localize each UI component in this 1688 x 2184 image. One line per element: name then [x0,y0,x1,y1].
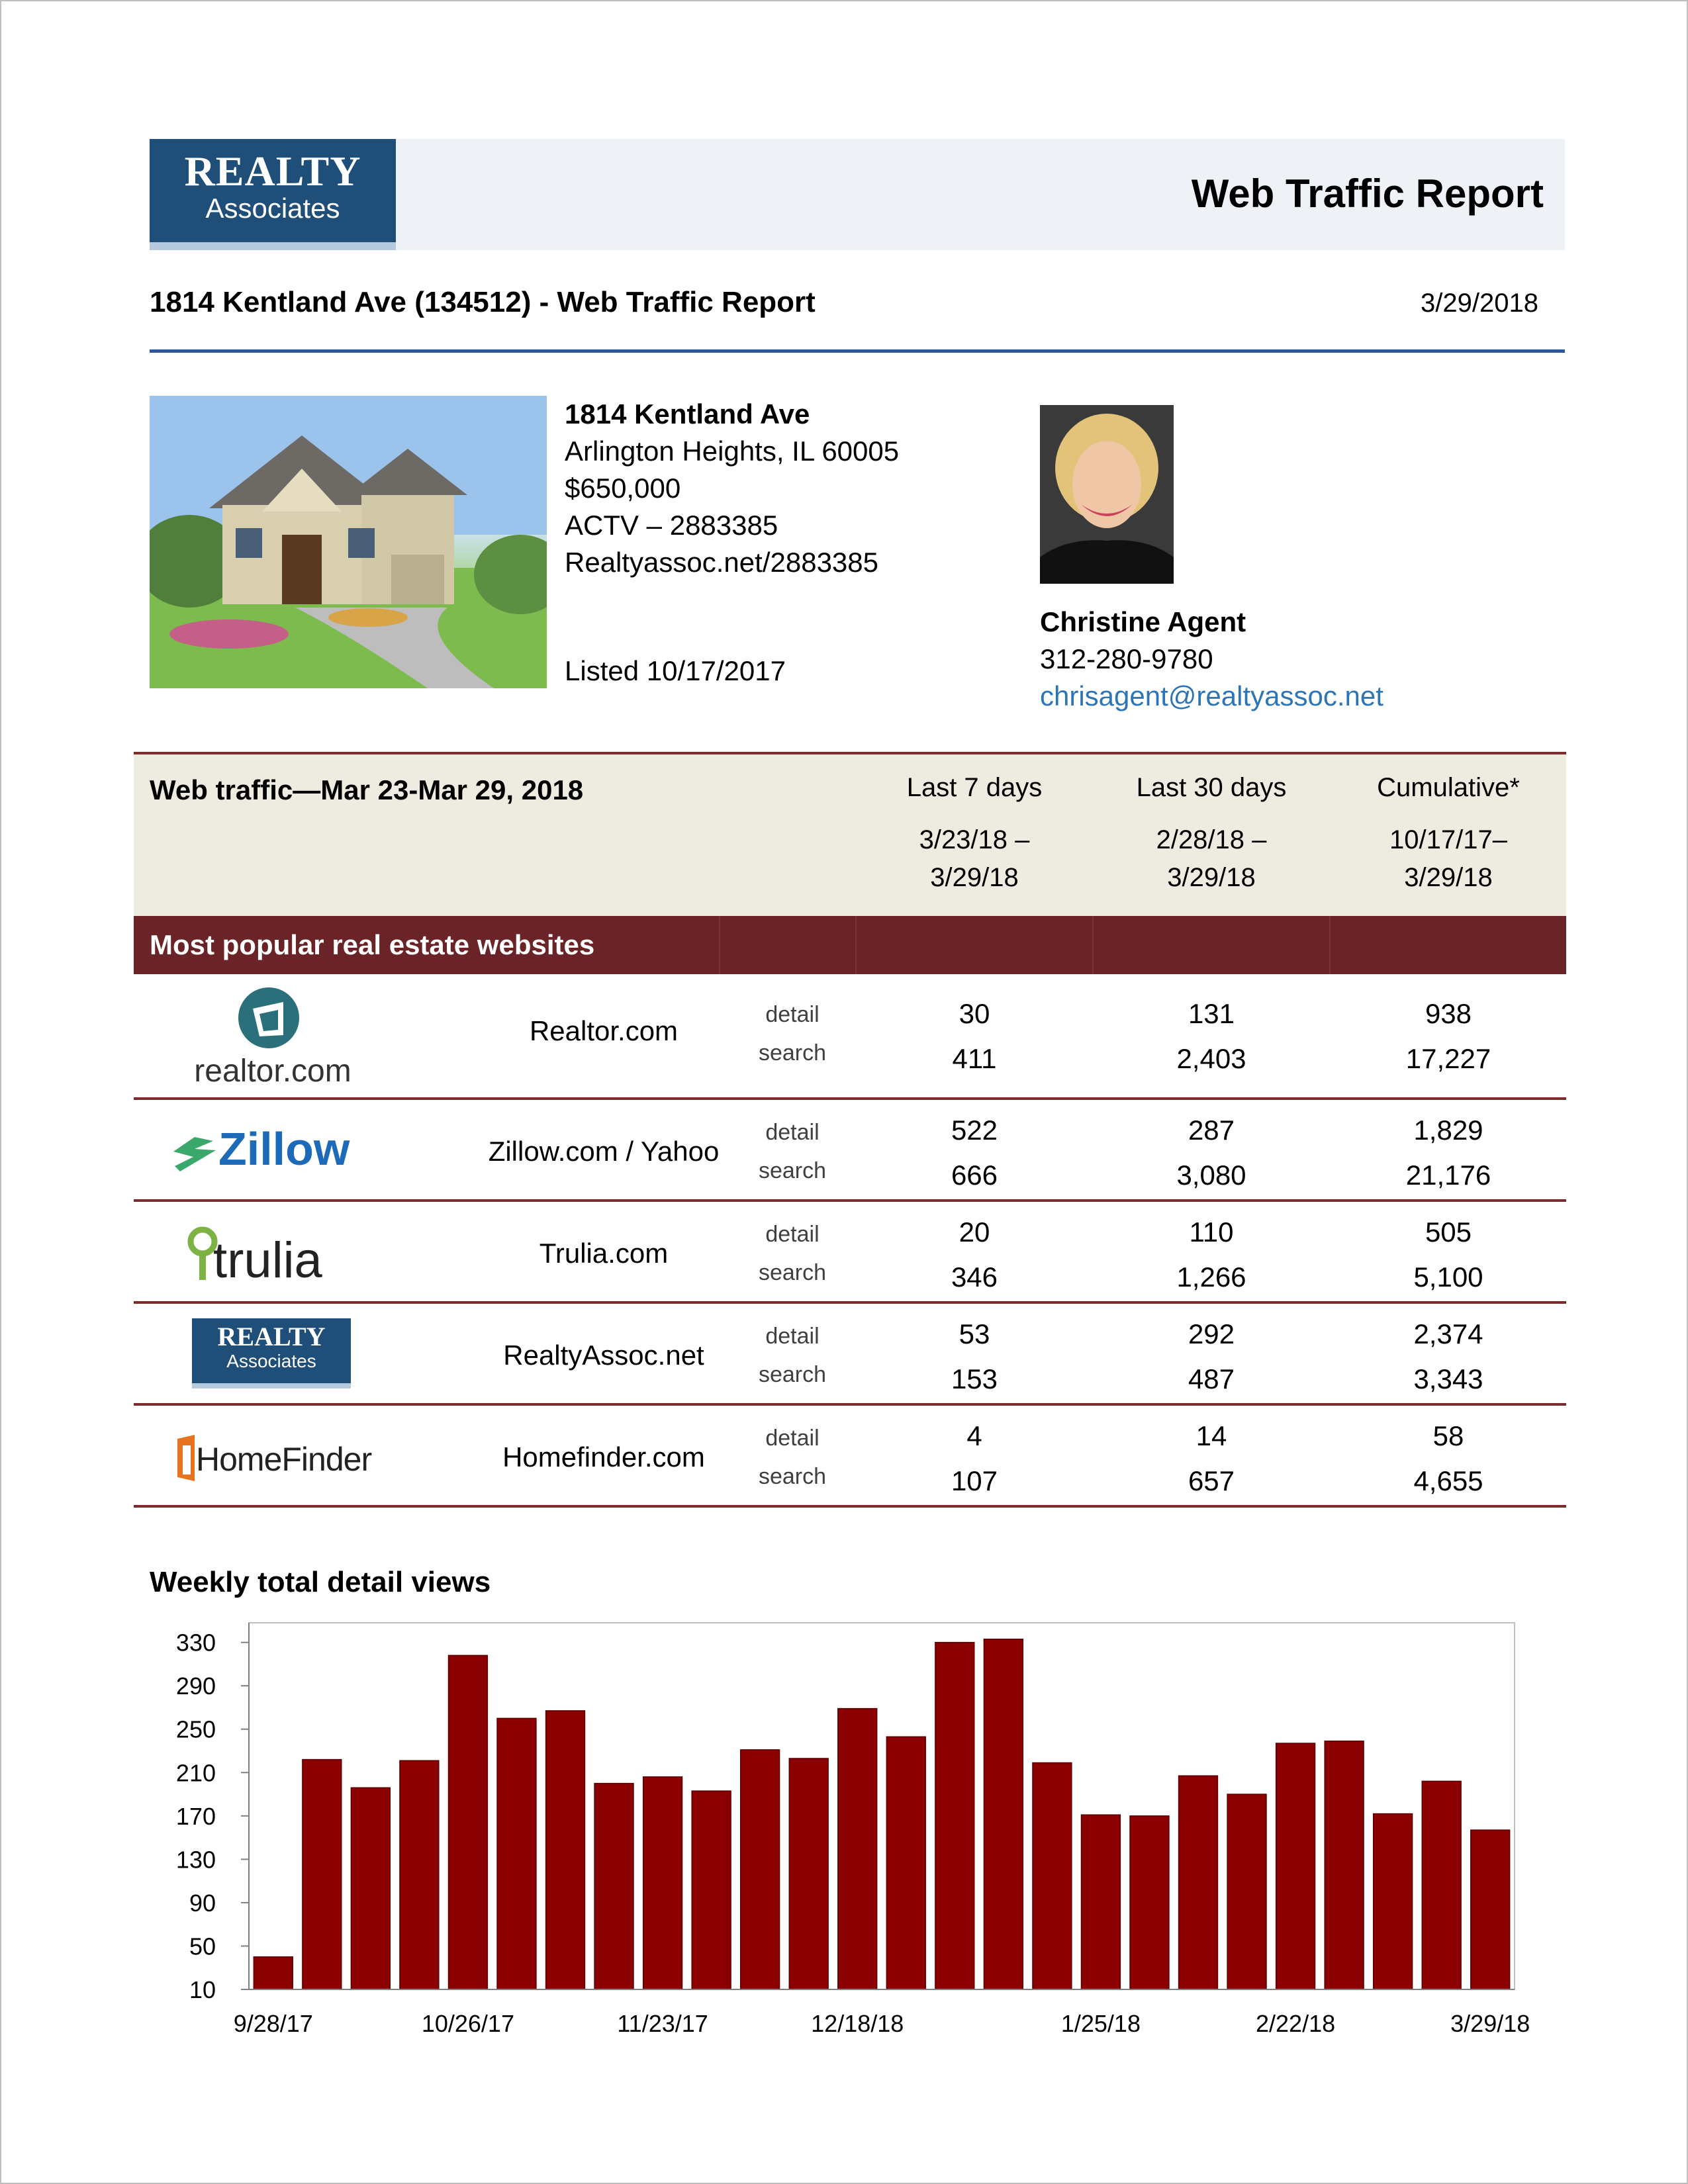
realty-associates-logo [150,139,396,250]
chart-bar [1033,1763,1072,1989]
chart-bar [1374,1814,1413,1989]
zillow-icon [134,1100,412,1199]
detail-cumulative: 58 [1432,1420,1464,1451]
detail-label: detail [765,1120,820,1145]
chart-bar [1325,1741,1364,1989]
detail-cumulative: 938 [1425,998,1472,1029]
chart-bar [1227,1794,1266,1989]
property-url[interactable]: Realtyassoc.net/2883385 [565,547,878,578]
x-tick-label: 12/18/18 [811,2010,904,2037]
chart-bar [692,1791,731,1989]
bar-separator [855,916,857,974]
detail-7-days: 53 [959,1318,990,1349]
realtor-com-icon [134,974,412,1097]
search-30-days: 657 [1188,1465,1235,1496]
property-city: Arlington Heights, IL 60005 [565,435,900,467]
report-date: 3/29/2018 [1421,289,1538,318]
search-30-days: 2,403 [1176,1043,1246,1074]
col-range-start: 10/17/17– [1389,825,1507,854]
col-range-end: 3/29/18 [1404,863,1493,892]
col-range-end: 3/29/18 [1167,863,1256,892]
report-title: Web Traffic Report [1191,171,1544,216]
col-range-start: 3/23/18 – [919,825,1030,854]
realtor-logo-text: realtor.com [194,1054,352,1089]
chart-title: Weekly total detail views [150,1566,491,1598]
bar-separator [1329,916,1331,974]
table-row [134,1202,1566,1304]
detail-30-days: 131 [1188,998,1235,1029]
detail-label: detail [765,1324,820,1349]
x-tick-label: 2/22/18 [1256,2010,1336,2037]
search-30-days: 1,266 [1176,1261,1246,1293]
x-tick-label: 3/29/18 [1450,2010,1530,2037]
agent-details [1040,604,1383,715]
detail-cumulative: 505 [1425,1216,1472,1248]
y-tick-label: 10 [189,1976,216,2003]
property-status: ACTV – 2883385 [565,510,778,541]
detail-cumulative: 1,829 [1413,1115,1483,1146]
logo-line1: REALTY [184,148,361,195]
col-title: Last 30 days [1136,773,1287,802]
chart-bar [838,1709,877,1989]
chart-bar [594,1784,633,1989]
chart-bar [351,1788,390,1989]
search-30-days: 3,080 [1176,1160,1246,1191]
site-name: Zillow.com / Yahoo [488,1136,720,1167]
chart-bar [741,1750,780,1989]
search-7-days: 153 [951,1363,998,1394]
chart-bar [1130,1816,1169,1989]
detail-label: detail [765,1222,820,1247]
chart-bar [886,1737,925,1989]
chart-bar [400,1760,439,1989]
realtor-logo [134,974,412,1097]
search-cumulative: 3,343 [1413,1363,1483,1394]
detail-7-days: 30 [959,998,990,1029]
search-label: search [758,1158,827,1183]
table-row [134,974,1566,1100]
detail-7-days: 20 [959,1216,990,1248]
x-tick-label: 11/23/17 [617,2010,708,2037]
search-label: search [758,1464,827,1489]
col-header-last-7-days [875,769,1074,897]
search-label: search [758,1260,827,1285]
detail-cumulative: 2,374 [1413,1318,1483,1349]
chart-bar [546,1711,585,1989]
agent-name: Christine Agent [1040,606,1246,637]
weekly-detail-views-chart [150,1615,1553,2038]
logo-line1: REALTY [217,1322,326,1351]
detail-label: detail [765,1002,820,1027]
listed-date: Listed 10/17/2017 [565,655,786,686]
search-cumulative: 5,100 [1413,1261,1483,1293]
report-subtitle: 1814 Kentland Ave (134512) - Web Traffic Report [150,286,816,318]
col-header-last-30-days [1112,769,1311,897]
property-street: 1814 Kentland Ave [565,398,810,430]
chart-bar [497,1718,536,1989]
search-label: search [758,1362,827,1387]
table-row [134,1406,1566,1508]
search-label: search [758,1040,827,1066]
agent-phone: 312-280-9780 [1040,643,1213,674]
table-row [134,1100,1566,1202]
col-title: Cumulative* [1377,773,1520,802]
x-tick-label: 9/28/17 [233,2010,313,2037]
homefinder-logo [134,1406,412,1505]
x-tick-label: 1/25/18 [1060,2010,1141,2037]
detail-30-days: 292 [1188,1318,1235,1349]
site-name: Trulia.com [539,1238,669,1269]
chart-bar [1082,1815,1121,1989]
col-range-start: 2/28/18 – [1156,825,1267,854]
zillow-logo [134,1100,412,1199]
chart-bar [254,1957,293,1989]
detail-30-days: 14 [1196,1420,1227,1451]
chart-bar [1471,1830,1510,1989]
realty-associates-small-logo [134,1304,412,1403]
col-range-end: 3/29/18 [930,863,1019,892]
col-header-cumulative [1349,769,1548,897]
site-name: RealtyAssoc.net [503,1340,704,1371]
agent-portrait [1040,405,1174,584]
traffic-period-label: Web traffic—Mar 23-Mar 29, 2018 [150,774,584,805]
y-tick-label: 210 [175,1759,216,1787]
trulia-icon [134,1202,412,1301]
y-tick-label: 50 [189,1933,216,1960]
bar-separator [719,916,720,974]
homefinder-logo-text: HomeFinder [196,1441,372,1478]
property-price: $650,000 [565,473,681,504]
site-name: Realtor.com [529,1015,679,1046]
trulia-logo-text: trulia [213,1232,322,1289]
search-7-days: 346 [951,1261,998,1293]
chart-bar [303,1760,342,1989]
detail-30-days: 110 [1189,1216,1234,1248]
x-tick-label: 10/26/17 [421,2010,514,2037]
logo-line2: Associates [205,193,340,224]
site-name: Homefinder.com [502,1441,705,1473]
chart-bar [449,1655,488,1989]
zillow-logo-text: Zillow [218,1123,350,1175]
chart-bar [1179,1776,1218,1989]
search-cumulative: 21,176 [1405,1160,1491,1191]
realty-associates-icon [192,1318,351,1388]
detail-7-days: 4 [966,1420,982,1451]
bar-separator [1092,916,1094,974]
search-cumulative: 4,655 [1413,1465,1483,1496]
chart-bar [984,1639,1023,1989]
detail-7-days: 522 [951,1115,998,1146]
trulia-logo [134,1202,412,1301]
search-7-days: 666 [951,1160,998,1191]
logo-line2: Associates [226,1351,316,1371]
section-title: Most popular real estate websites [150,929,595,960]
homefinder-icon [134,1406,412,1505]
chart-bar [1422,1781,1461,1989]
y-tick-label: 330 [175,1629,216,1657]
search-cumulative: 17,227 [1405,1043,1491,1074]
y-tick-label: 250 [175,1715,216,1743]
detail-label: detail [765,1426,820,1451]
y-tick-label: 130 [175,1846,216,1874]
chart-bar [789,1758,828,1989]
property-details [565,396,899,581]
search-30-days: 487 [1188,1363,1235,1394]
y-tick-label: 290 [175,1672,216,1700]
y-tick-label: 170 [175,1802,216,1830]
house-illustration [150,396,547,688]
search-7-days: 411 [952,1043,997,1074]
table-row [134,1304,1566,1406]
chart-bar [935,1643,974,1989]
chart-bar [643,1777,682,1989]
detail-30-days: 287 [1188,1115,1235,1146]
y-tick-label: 90 [189,1889,216,1917]
chart-bar [1276,1743,1315,1989]
search-7-days: 107 [951,1465,998,1496]
divider [150,349,1565,353]
section-bar-popular-websites [134,916,1566,974]
property-photo [150,396,547,688]
col-title: Last 7 days [906,773,1043,802]
agent-email-link[interactable]: chrisagent@realtyassoc.net [1040,680,1383,711]
agent-photo [1040,405,1174,584]
